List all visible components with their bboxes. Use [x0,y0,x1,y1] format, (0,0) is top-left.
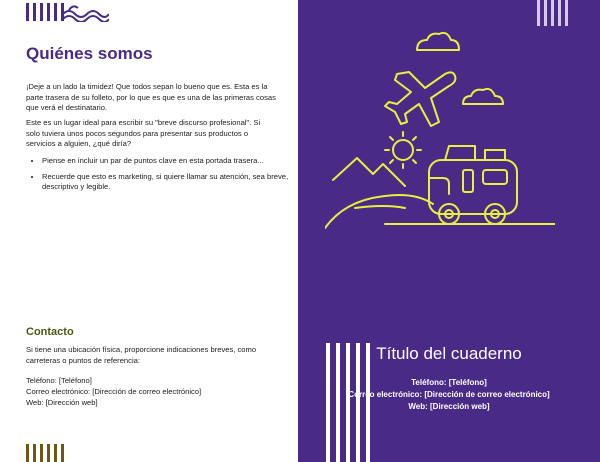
waves-icon [61,4,109,22]
bottom-left-stripes [26,444,64,462]
about-bullets [26,156,292,198]
contact-email: Correo electrónico: [Dirección de correo electrónico] [26,387,202,396]
top-right-stripes [537,0,568,26]
travel-illustration-icon [325,28,555,238]
about-paragraph-2: Este es un lugar ideal para escribir su "breve discurso profesional". Si solo tuviera unos pocos segundos para presentar sus productos o servicios a alguien, ¿qué diría? [26,118,261,148]
bullet-item: • Piense en incluir un par de puntos clave en esta portada trasera... [42,156,292,167]
cover-email: Correo electrónico: [Dirección de correo electrónico] [348,390,550,399]
about-paragraph-1: ¡Deje a un lado la timidez! Que todos sepan lo bueno que es. Esta es la parte trasera de su folleto, por lo que es que es una de las primeras cosas que verá el destinatario. [26,82,276,112]
top-left-stripes [26,3,64,21]
contact-heading: Contacto [26,326,74,338]
cover-web: Web: [Dirección web] [408,402,490,411]
contact-text: Si tiene una ubicación física, proporcione indicaciones breves, como carreteras o puntos de referencia: [26,345,257,365]
contact-web: Web: [Dirección web] [26,398,98,407]
notebook-title: Título del cuaderno [376,344,522,363]
contact-phone: Teléfono: [Teléfono] [26,376,92,385]
back-cover-panel [0,0,298,462]
cover-phone: Teléfono: [Teléfono] [411,378,487,387]
bullet-item: • Recuerde que esto es marketing, si quiere llamar su atención, sea breve, descriptivo y legible. [42,172,292,193]
about-heading: Quiénes somos [26,44,153,63]
